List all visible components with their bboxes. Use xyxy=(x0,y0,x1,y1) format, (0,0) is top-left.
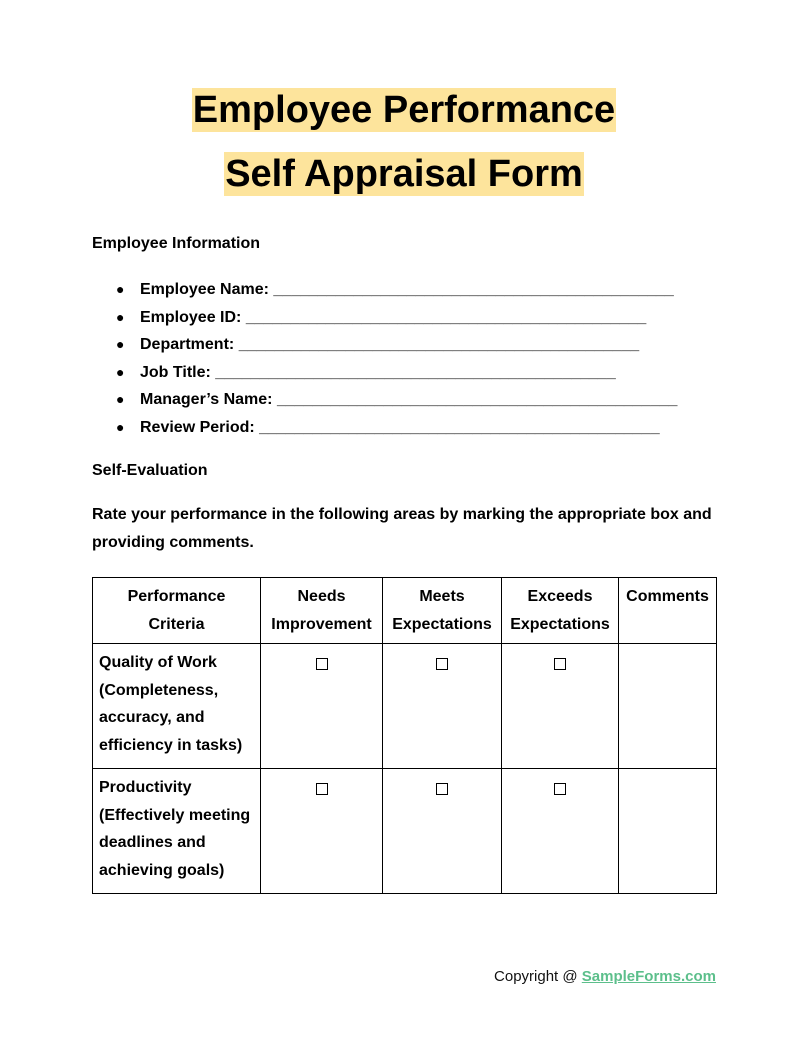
sampleforms-link[interactable]: SampleForms.com xyxy=(581,968,716,985)
comments-cell[interactable] xyxy=(619,644,717,769)
list-item xyxy=(92,359,677,387)
needs-improvement-checkbox[interactable] xyxy=(316,658,328,670)
exceeds-expectations-cell xyxy=(502,769,619,894)
header-exceeds-expectations: Exceeds Expectations xyxy=(502,578,619,644)
field-label: Department: xyxy=(140,336,235,354)
meets-expectations-checkbox[interactable] xyxy=(436,658,448,670)
meets-expectations-cell xyxy=(383,644,502,769)
header-needs-improvement: Needs Improvement xyxy=(261,578,383,644)
meets-expectations-checkbox[interactable] xyxy=(436,783,448,795)
table-row xyxy=(93,769,717,894)
copyright-prefix: Copyright @ xyxy=(494,968,582,985)
form-title xyxy=(0,86,808,214)
title-line-1: Employee Performance xyxy=(192,89,616,131)
header-performance-criteria: Performance Criteria xyxy=(93,578,261,644)
comments-cell[interactable] xyxy=(619,769,717,894)
exceeds-expectations-cell xyxy=(502,644,619,769)
employee-information-heading: Employee Information xyxy=(92,235,261,252)
copyright-footer xyxy=(494,968,716,985)
field-label: Manager’s Name: xyxy=(140,391,273,409)
bullet-icon: ● xyxy=(116,363,125,380)
needs-improvement-cell xyxy=(261,769,383,894)
bullet-icon: ● xyxy=(116,308,125,325)
list-item xyxy=(92,304,677,332)
employee-info-list xyxy=(92,276,677,442)
review-period-field[interactable]: _____________________________________________ xyxy=(259,418,660,436)
header-meets-expectations: Meets Expectations xyxy=(383,578,502,644)
list-item xyxy=(92,276,677,304)
self-evaluation-heading: Self-Evaluation xyxy=(92,462,208,479)
employee-name-field[interactable]: _____________________________________________ xyxy=(273,281,674,298)
needs-improvement-checkbox[interactable] xyxy=(316,783,328,795)
field-label: Job Title: xyxy=(140,363,211,381)
criteria-cell: Productivity (Effectively meeting deadlines and achieving goals) xyxy=(93,769,261,894)
manager-name-field[interactable]: _____________________________________________ xyxy=(276,391,678,409)
bullet-icon: ● xyxy=(116,391,125,408)
list-item xyxy=(92,386,677,414)
exceeds-expectations-checkbox[interactable] xyxy=(554,658,566,670)
needs-improvement-cell xyxy=(261,644,383,769)
title-line-2: Self Appraisal Form xyxy=(225,153,583,195)
exceeds-expectations-checkbox[interactable] xyxy=(554,783,566,795)
criteria-cell: Quality of Work (Completeness, accuracy, and efficiency in tasks) xyxy=(93,644,261,769)
header-comments: Comments xyxy=(619,578,717,644)
field-label: Employee Name: xyxy=(140,281,269,298)
list-item xyxy=(92,331,677,359)
table-header-row xyxy=(93,578,717,644)
job-title-field[interactable]: _____________________________________________ xyxy=(215,363,616,381)
field-label: Review Period: xyxy=(140,418,255,436)
bullet-icon: ● xyxy=(116,336,125,353)
field-label: Employee ID: xyxy=(140,308,242,326)
bullet-icon: ● xyxy=(116,418,125,435)
meets-expectations-cell xyxy=(383,769,502,894)
table-row xyxy=(93,644,717,769)
employee-id-field[interactable]: _____________________________________________ xyxy=(245,308,647,326)
bullet-icon: ● xyxy=(116,281,125,297)
list-item xyxy=(92,414,677,442)
performance-table xyxy=(92,577,717,894)
department-field[interactable]: _____________________________________________ xyxy=(238,336,640,354)
instructions-text: Rate your performance in the following areas by marking the appropriate box and providing comments. xyxy=(92,506,712,551)
